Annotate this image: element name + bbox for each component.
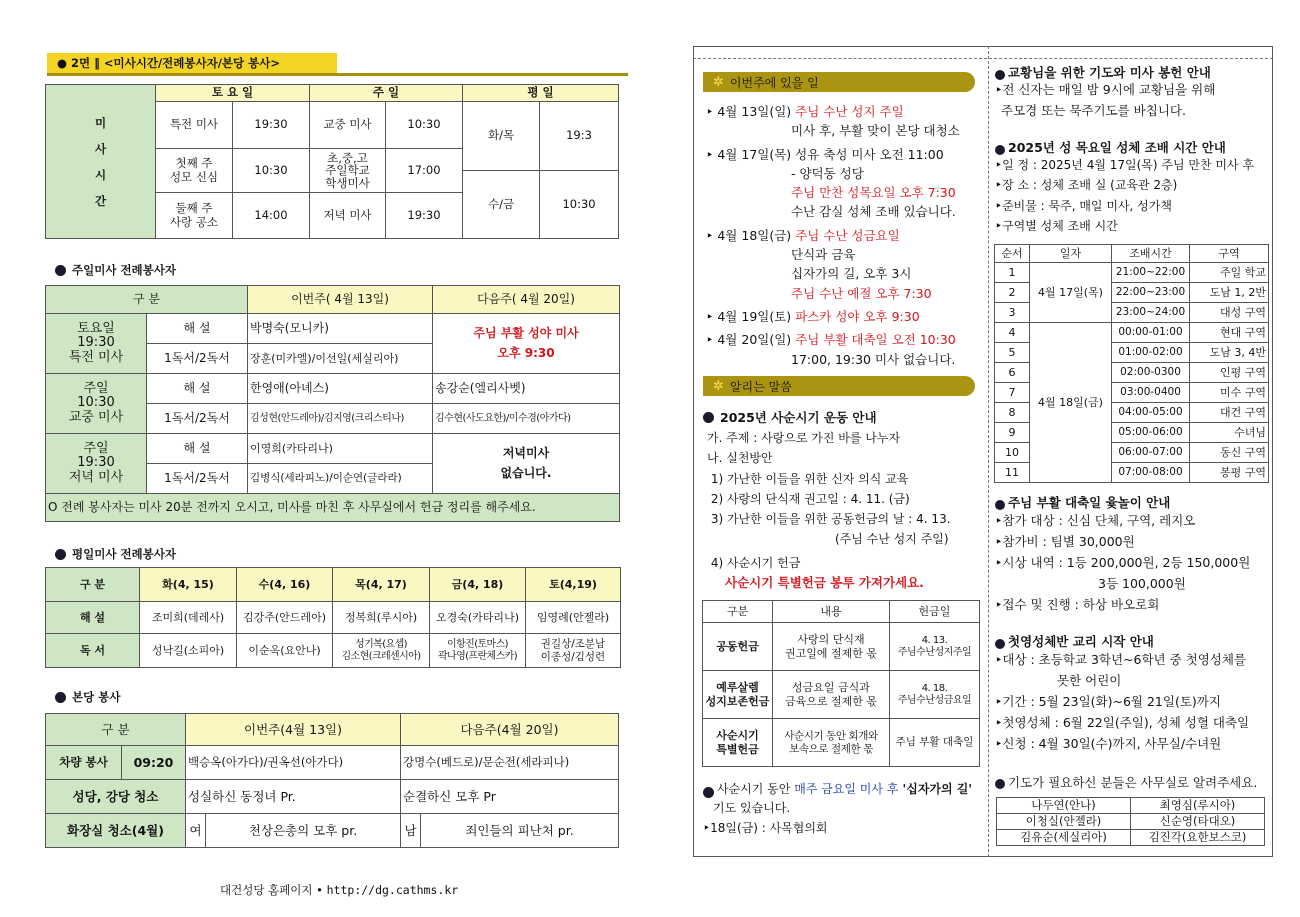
cell: 강명수(베드로)/문순전(세라피나) [401, 746, 619, 780]
cell: 순서 [995, 245, 1030, 263]
prayer-names-table [996, 797, 1265, 846]
cell: 9 [995, 423, 1030, 443]
cell: 4월 18일(금) [1030, 323, 1112, 483]
cell: 여 [186, 814, 206, 848]
cell: 1독서/2독서 [147, 404, 248, 434]
cell: 이번주( 4월 13일) [248, 286, 433, 314]
cell: 07:00-08:00 [1112, 463, 1190, 483]
cell: 19:30 [386, 193, 463, 239]
cell: 7 [995, 383, 1030, 403]
cell: 해 설 [147, 434, 248, 464]
sunday-header: 주 일 [310, 85, 463, 102]
event-line: 주님 수난 예절 오후 7:30 [791, 285, 932, 301]
event-line: 단식과 금육 [791, 247, 856, 263]
cell: 동신 구역 [1190, 443, 1269, 463]
notice-banner: ✲ 알리는 말씀 [703, 376, 975, 396]
weekday-servers-table [45, 567, 621, 668]
lent-heading: 2025년 사순시기 운동 안내 [703, 408, 877, 426]
cell: 해 설 [147, 314, 248, 344]
bullet-icon [55, 265, 66, 276]
cell: 04:00-05:00 [1112, 403, 1190, 423]
cell: 이청실(안젤라) [997, 814, 1131, 830]
cell: 장훈(미카엘)/이선일(세실리아) [248, 344, 433, 374]
cell: 토(4,19) [526, 568, 621, 602]
lent-offering-table [702, 600, 980, 767]
cell: 3 [995, 303, 1030, 323]
cell: 첫째 주 성모 신심 [156, 149, 233, 193]
cell: 구 분 [46, 286, 248, 314]
cell: 구 분 [46, 568, 140, 602]
cell: 예루살렘 성지보존헌금 [703, 671, 773, 719]
event-line: 17:00, 19:30 미사 없습니다. [791, 351, 956, 367]
cell: 죄인들의 피난처 pr. [421, 814, 619, 848]
cell: 03:00-0400 [1112, 383, 1190, 403]
cell: 오경숙(카타리나) [430, 602, 526, 634]
event-item: ‣ 4월 20일(일) 주님 부활 대축일 오전 10:30 [706, 332, 956, 348]
cell: 대성 구역 [1190, 303, 1269, 323]
cell: 해 설 [147, 374, 248, 404]
cell: 23:00~24:00 [1112, 303, 1190, 323]
pope-section: 교황님을 위한 기도와 미사 봉헌 안내 ‣전 신자는 매일 밤 9시에 교황님을 위해 주모경 또는 묵주기도를 바칩니다. [995, 65, 1216, 118]
parish-service-table [45, 713, 619, 848]
cell: 도남 3, 4반 [1190, 343, 1269, 363]
cell: 1독서/2독서 [147, 344, 248, 374]
cell: 성실하신 동정녀 Pr. [186, 780, 401, 814]
event-item: ‣ 4월 18일(금) 주님 수난 성금요일 [706, 227, 900, 243]
adoration-table [994, 244, 1269, 483]
cell: 나두연(안나) [997, 798, 1131, 814]
cell: 주일 19:30 저녁 미사 [46, 434, 147, 494]
cell: 06:00-07:00 [1112, 443, 1190, 463]
cell: 01:00-02:00 [1112, 343, 1190, 363]
cell: 둘째 주 사랑 공소 [156, 193, 233, 239]
cell: 미수 구역 [1190, 383, 1269, 403]
cell: 17:00 [386, 149, 463, 193]
cell: 저녁미사 없습니다. [433, 434, 620, 494]
bullet-icon [703, 787, 714, 798]
cell: 현대 구역 [1190, 323, 1269, 343]
cell: 임영례(안젤라) [526, 602, 621, 634]
cell: 05:00-06:00 [1112, 423, 1190, 443]
cell: 주님 부활 대축일 [890, 719, 980, 767]
event-item: ‣ 4월 17일(목) 성유 축성 미사 오전 11:00 [706, 146, 944, 162]
cell: 백승옥(아가다)/권옥선(아가다) [186, 746, 401, 780]
cell: 화장실 청소(4월) [46, 814, 186, 848]
cell: 성금요일 금식과 금육으로 절제한 몫 [773, 671, 890, 719]
cell: 다음주( 4월 20일) [433, 286, 620, 314]
cell: 19:30 [233, 102, 310, 149]
sunday-section-title: 주일미사 전례봉사자 [55, 262, 176, 278]
cell: 특전 미사 [156, 102, 233, 149]
cell: 화(4, 15) [140, 568, 237, 602]
cell: 2 [995, 283, 1030, 303]
cell: 수(4, 16) [237, 568, 333, 602]
prayer-request-section: 기도가 필요하신 분들은 사무실로 알려주세요. [995, 775, 1269, 790]
event-line: 미사 후, 부활 맞이 본당 대청소 [791, 123, 960, 139]
cell: 토요일 19:30 특전 미사 [46, 314, 147, 374]
cell: 인평 구역 [1190, 363, 1269, 383]
cell: 사랑의 단식재 권고일에 절제한 몫 [773, 623, 890, 671]
event-line: 수난 감실 성체 조배 있습니다. [791, 204, 956, 220]
bullet-icon [995, 639, 1005, 649]
weekday-section-title: 평일미사 전례봉사자 [55, 546, 176, 562]
bullet-icon [55, 692, 66, 703]
cell: 초,중,고 주일학교 학생미사 [310, 149, 386, 193]
cell: 4. 18. 주님수난성금요일 [890, 671, 980, 719]
event-item: ‣ 4월 19일(토) 파스카 성야 오후 9:30 [706, 308, 920, 324]
sun-icon: ✲ [713, 74, 724, 90]
bullet-icon [995, 779, 1005, 789]
cell: 차량 봉사 [46, 746, 122, 780]
cell: 김수현(사도요한)/이수경(아가다) [433, 404, 620, 434]
cell: 1독서/2독서 [147, 464, 248, 494]
cell: 김병식(세라피노)/이순연(글라라) [248, 464, 433, 494]
cell: 02:00-0300 [1112, 363, 1190, 383]
cell: 김유순(세실리아) [997, 830, 1131, 846]
lent-lines: 가. 주제 : 사랑으로 가진 바를 나누자 나. 실천방안 1) 가난한 이들을 위한 신자 의식 교육 2) 사랑의 단식재 권고일 : 4. 11. (금) 3) 가난한 이들을 위한 공동헌금의 날 : 4. 13. (주님 수난 성지 주일) 4) 사순시기 헌금 사순시기 특별헌금 봉투 가져가세요. [707, 431, 951, 591]
cell: 사순시기 동안 회개와 보속으로 절제한 몫 [773, 719, 890, 767]
cell: 김강주(안드레아) [237, 602, 333, 634]
cell: 김진각(요한보스코) [1131, 830, 1265, 846]
cell: 1 [995, 263, 1030, 283]
cell: 11 [995, 463, 1030, 483]
cell: 구역 [1190, 245, 1269, 263]
bullet-icon [995, 70, 1005, 80]
cell: 이항진(토마스) 곽나영(프란체스카) [430, 634, 526, 668]
cell: 10:30 [540, 171, 619, 239]
cell: 천상은총의 모후 pr. [206, 814, 401, 848]
event-line: 주님 만찬 성목요일 오후 7:30 [791, 185, 956, 201]
cell: 성당, 강당 청소 [46, 780, 186, 814]
page-title: ● 2면 ‖ <미사시간/전례봉사자/본당 봉사> [57, 56, 280, 70]
event-line: - 양덕동 성당 [791, 165, 864, 181]
event-line: 십자가의 길, 오후 3시 [791, 266, 912, 282]
cell: 5 [995, 343, 1030, 363]
cell: 8 [995, 403, 1030, 423]
cell: 수녀님 [1190, 423, 1269, 443]
cell: 14:00 [233, 193, 310, 239]
cell: 남 [401, 814, 421, 848]
this-week-list [706, 102, 991, 369]
bullet-icon [995, 145, 1005, 155]
cell: 4 [995, 323, 1030, 343]
cell: 사순시기 특별헌금 [703, 719, 773, 767]
bullet-icon [55, 549, 66, 560]
cell: 정복희(루시아) [333, 602, 430, 634]
cell: 저녁 미사 [310, 193, 386, 239]
cell: 한영애(아녜스) [248, 374, 433, 404]
cell: 독 서 [46, 634, 140, 668]
first-communion-section: 첫영성체반 교리 시작 안내 ‣대상 : 초등학교 3학년~6학년 중 첫영성체를 못한 어린이 ‣기간 : 5월 23일(화)~6월 21일(토)까지 ‣첫영성체 : 6월 22일(주일), 성체 성혈 대축일 ‣신청 : 4월 30일(수)까지, 사무실/수녀원 [995, 634, 1250, 752]
cell: 내용 [773, 601, 890, 623]
cell: 이영희(카타리나) [248, 434, 433, 464]
cell: 6 [995, 363, 1030, 383]
cell: 19:3 [540, 102, 619, 171]
cell: 10:30 [386, 102, 463, 149]
sun-icon: ✲ [713, 378, 724, 394]
cell: 주일 10:30 교중 미사 [46, 374, 147, 434]
homepage-link[interactable]: http://dg.cathms.kr [326, 883, 459, 897]
cell: 이번주(4월 13일) [186, 714, 401, 746]
page-header [47, 53, 337, 73]
cell: 4월 17일(목) [1030, 263, 1112, 323]
cell: 09:20 [122, 746, 186, 780]
cell: 송강순(엘리사벳) [433, 374, 620, 404]
mass-time-table [45, 84, 619, 239]
top-dash [693, 58, 1273, 59]
saturday-header: 토 요 일 [156, 85, 310, 102]
cell: 박명숙(모니카) [248, 314, 433, 344]
cell: 교중 미사 [310, 102, 386, 149]
parish-section-title: 본당 봉사 [55, 689, 120, 705]
cell: 목(4, 17) [333, 568, 430, 602]
cell: 공동헌금 [703, 623, 773, 671]
stations-notice: 사순시기 동안 매주 금요일 미사 후 '십자가의 길' 기도 있습니다. ‣18일(금) : 사목협의회 [703, 782, 973, 835]
cell: 이순옥(요안나) [237, 634, 333, 668]
cell: 성낙길(소피아) [140, 634, 237, 668]
cell: 금(4, 18) [430, 568, 526, 602]
cell: 도남 1, 2반 [1190, 283, 1269, 303]
cell: 화/목 [463, 102, 540, 171]
adoration-section: 2025년 성 목요일 성체 조배 시간 안내 ‣일 정 : 2025년 4월 17일(목) 주님 만찬 미사 후 ‣장 소 : 성체 조배 실 (교육관 2층) ‣준비물 : 묵주, 매일 미사, 성가책 ‣구역별 성체 조배 시간 [995, 140, 1254, 233]
cell: 봉평 구역 [1190, 463, 1269, 483]
cell: 22:00~23:00 [1112, 283, 1190, 303]
cell: 수/금 [463, 171, 540, 239]
bullet-icon [995, 500, 1005, 510]
sunday-servers-table [45, 285, 620, 522]
cell: 10:30 [233, 149, 310, 193]
easter-game-section: 주님 부활 대축일 윷놀이 안내 ‣참가 대상 : 신심 단체, 구역, 레지오 ‣참가비 : 팀별 30,000원 ‣시상 내역 : 1등 200,000원, 2등 150,000원 3등 100,000원 ‣접수 및 진행 : 하상 바오로회 [995, 495, 1251, 613]
cell: 해 설 [46, 602, 140, 634]
footer: 대건성당 홈페이지 • http://dg.cathms.kr [220, 883, 459, 897]
cell: 다음주(4월 20일) [401, 714, 619, 746]
cell: 신순영(타대오) [1131, 814, 1265, 830]
cell: 구 분 [46, 714, 186, 746]
cell: 조배시간 [1112, 245, 1190, 263]
cell: 구분 [703, 601, 773, 623]
cell: 최영심(루시아) [1131, 798, 1265, 814]
cell: 순결하신 모후 Pr [401, 780, 619, 814]
cell: 4. 13. 주님수난성지주일 [890, 623, 980, 671]
cell: 주일 학교 [1190, 263, 1269, 283]
cell: 권길상/조분남 이종성/김성련 [526, 634, 621, 668]
cell: 일자 [1030, 245, 1112, 263]
this-week-banner: ✲ 이번주에 있을 일 [703, 72, 975, 92]
cell: 헌금일 [890, 601, 980, 623]
cell: 00:00-01:00 [1112, 323, 1190, 343]
mass-time-label: 미 사 시 간 [46, 85, 156, 239]
cell: 주님 부활 성야 미사 오후 9:30 [433, 314, 620, 374]
header-rule [47, 73, 628, 76]
cell: 김성현(안드레아)/김지영(크리스티나) [248, 404, 433, 434]
sunday-note: O 전례 봉사자는 미사 20분 전까지 오시고, 미사를 마친 후 사무실에서 헌금 정리를 해주세요. [46, 494, 620, 522]
weekday-header: 평 일 [463, 85, 619, 102]
bullet-icon [703, 412, 714, 423]
cell: 21:00~22:00 [1112, 263, 1190, 283]
cell: 대건 구역 [1190, 403, 1269, 423]
cell: 10 [995, 443, 1030, 463]
event-item: ‣ 4월 13일(일) 주님 수난 성지 주일 [706, 104, 904, 119]
cell: 성기복(요셉) 김소현(크레센시아) [333, 634, 430, 668]
cell: 조미희(데레사) [140, 602, 237, 634]
